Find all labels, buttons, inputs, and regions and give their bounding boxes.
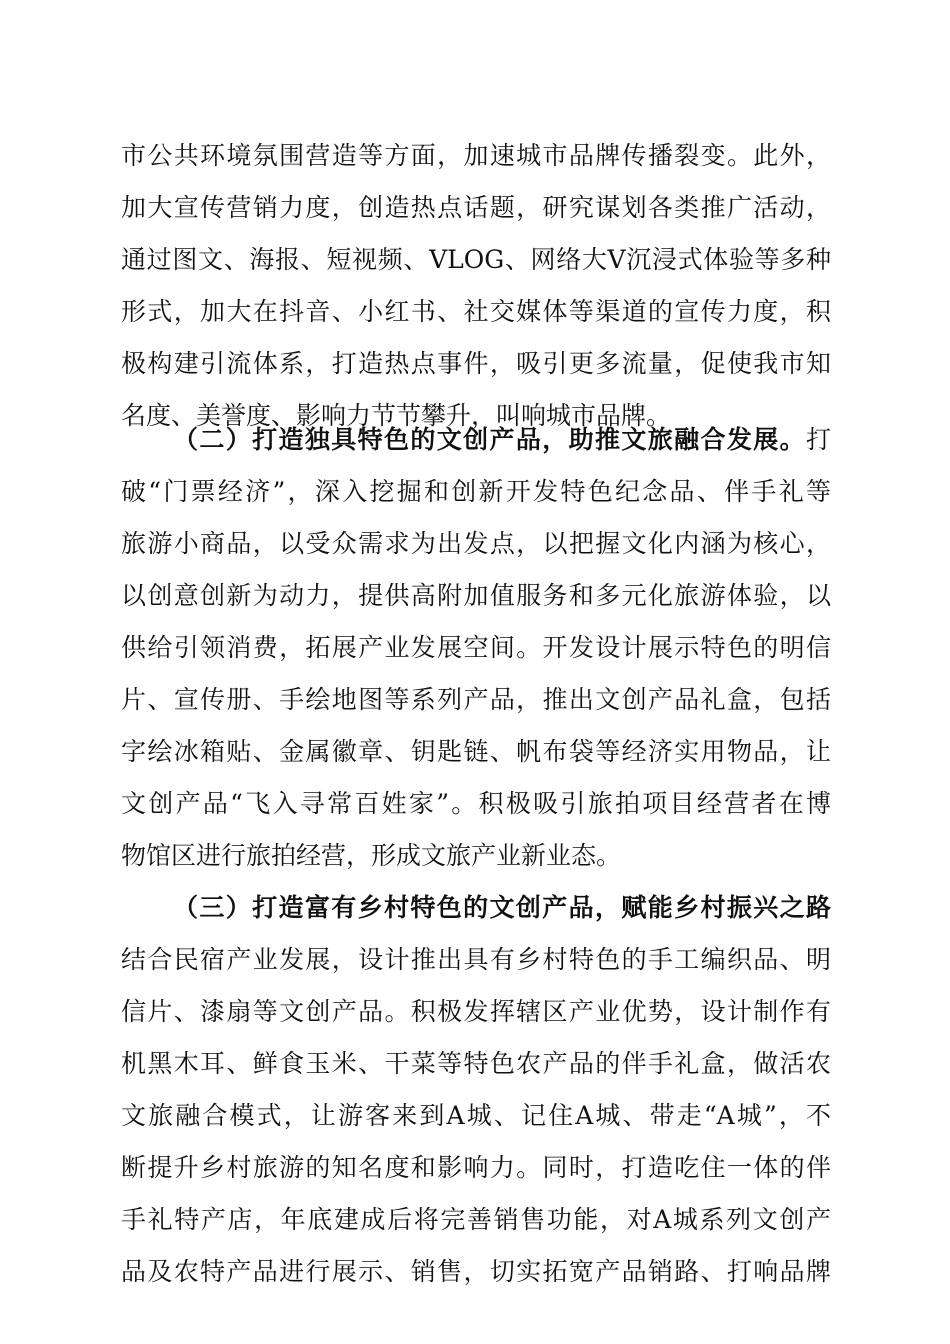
paragraph2-line-4: 以创意创新为动力，提供高附加值服务和多元化旅游体验，以	[121, 581, 831, 610]
paragraph1-line-2: 加大宣传营销力度，创造热点话题，研究谋划各类推广活动，	[121, 193, 831, 222]
paragraph3-line-7: 手礼特产店，年底建成后将完善销售功能，对A城系列文创产	[121, 1205, 831, 1234]
paragraph3-line-4: 机黑木耳、鲜食玉米、干菜等特色农产品的伴手礼盒，做活农	[121, 1049, 831, 1078]
paragraph2-heading: （二）打造独具特色的文创产品，助推文旅融合发展。	[173, 425, 806, 454]
paragraph1-line-1: 市公共环境氛围营造等方面，加速城市品牌传播裂变。此外，	[121, 141, 831, 170]
paragraph2-line-9: 物馆区进行旅拍经营，形成文旅产业新业态。	[121, 841, 622, 870]
paragraph2-line-2: 破“门票经济”，深入挖掘和创新开发特色纪念品、伴手礼等	[121, 477, 831, 506]
paragraph1-line-5: 极构建引流体系，打造热点事件，吸引更多流量，促使我市知	[121, 349, 831, 378]
paragraph2-line-7: 字绘冰箱贴、金属徽章、钥匙链、帆布袋等经济实用物品，让	[121, 737, 831, 766]
paragraph1-line-3: 通过图文、海报、短视频、VLOG、网络大V沉浸式体验等多种	[121, 245, 831, 274]
paragraph2-line-5: 供给引领消费，拓展产业发展空间。开发设计展示特色的明信	[121, 633, 831, 662]
paragraph2-line-8: 文创产品“飞入寻常百姓家”。积极吸引旅拍项目经营者在博	[121, 789, 831, 818]
paragraph2-line-6: 片、宣传册、手绘地图等系列产品，推出文创产品礼盒，包括	[121, 685, 831, 714]
paragraph3-line-2: 结合民宿产业发展，设计推出具有乡村特色的手工编织品、明	[121, 945, 831, 974]
paragraph3-line-8: 品及农特产品进行展示、销售，切实拓宽产品销路、打响品牌	[121, 1257, 831, 1286]
paragraph2-line-3: 旅游小商品，以受众需求为出发点，以把握文化内涵为核心，	[121, 529, 831, 558]
paragraph2-first-line-rest: 打	[805, 425, 831, 454]
paragraph1-line-4: 形式，加大在抖音、小红书、社交媒体等渠道的宣传力度，积	[121, 297, 831, 326]
paragraph3-line-6: 断提升乡村旅游的知名度和影响力。同时，打造吃住一体的伴	[121, 1153, 831, 1182]
paragraph3-line-3: 信片、漆扇等文创产品。积极发挥辖区产业优势，设计制作有	[121, 997, 831, 1026]
paragraph2-first-line	[173, 420, 831, 460]
paragraph3-line-5: 文旅融合模式，让游客来到A城、记住A城、带走“A城”，不	[121, 1101, 831, 1130]
paragraph1-line-6: 名度、美誉度、影响力节节攀升，叫响城市品牌。	[121, 401, 672, 430]
paragraph3-heading: （三）打造富有乡村特色的文创产品，赋能乡村振兴之路	[173, 893, 831, 922]
